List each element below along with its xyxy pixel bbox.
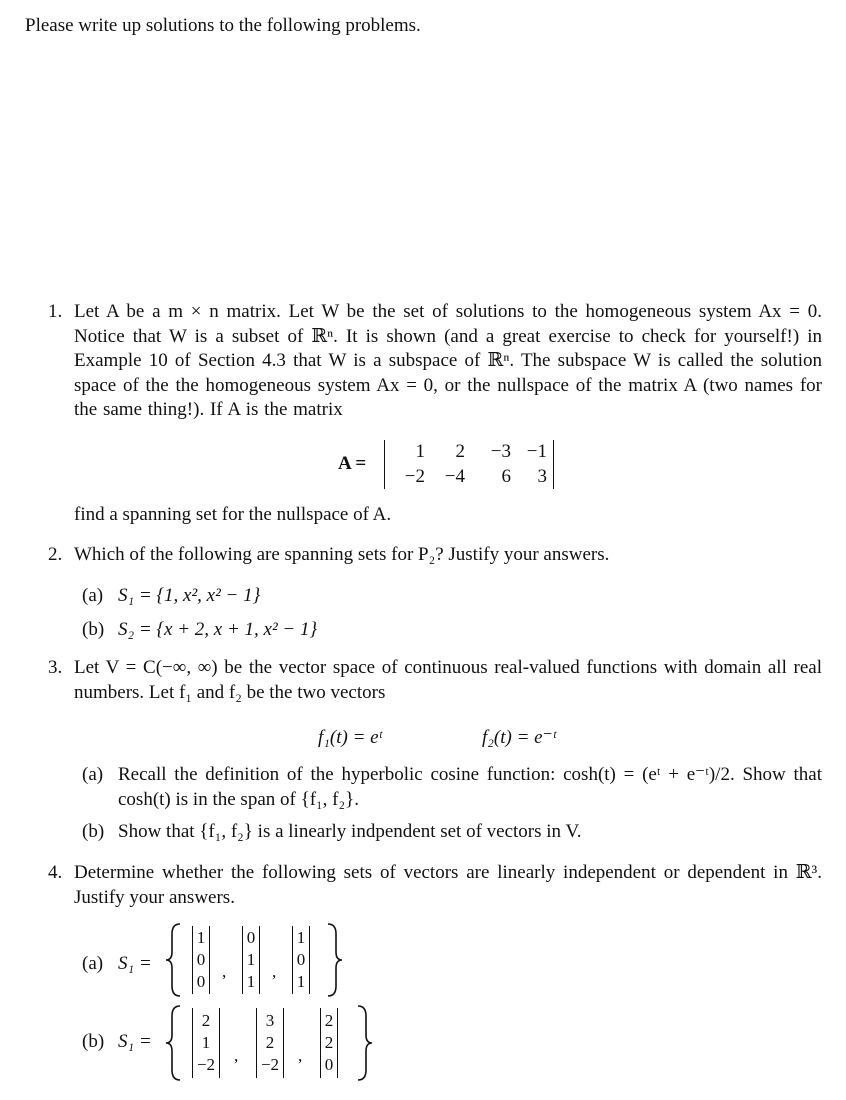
comma: , <box>222 962 227 981</box>
vector-a1 <box>192 926 210 994</box>
problem-1-number: 1. <box>48 301 63 322</box>
vector-entry: 0 <box>196 971 206 991</box>
vector-entry: 3 <box>265 1011 275 1030</box>
problem-2b-label: (b) <box>82 619 105 640</box>
vector-entry: −2 <box>260 1055 280 1074</box>
matrix-cell: 2 <box>455 441 465 462</box>
problem-2b: S₂ = {x + 2, x + 1, x² − 1} <box>118 619 318 640</box>
matrix-cell: −1 <box>526 441 547 462</box>
problem-3a-label: (a) <box>82 764 104 785</box>
comma: , <box>272 962 277 981</box>
vector-entry: −2 <box>196 1055 216 1074</box>
matrix-cell: −4 <box>444 465 465 487</box>
vector-entry: 1 <box>201 1033 211 1052</box>
vector-b1 <box>192 1008 220 1078</box>
problem-2a-label: (a) <box>82 585 104 606</box>
problem-4-number: 4. <box>48 862 63 883</box>
matrix-cell: −2 <box>404 465 425 487</box>
vector-entry: 2 <box>324 1011 334 1030</box>
problem-2-text: Which of the following are spanning sets for P₂? Justify your answers. <box>74 544 610 565</box>
problem-1-after: find a spanning set for the nullspace of A. <box>74 504 392 525</box>
f2-def: f₂(t) = e⁻ᵗ <box>482 727 556 748</box>
vector-entry: 1 <box>246 971 256 991</box>
problem-1-text: Let A be a m × n matrix. Let W be the set of solutions to the homogeneous system Ax = 0. Notice that W is a subset of ℝⁿ. It is shown (and a great exercise to check for yourself!) in Example 10 of Section 4.3 that W is a subspace of ℝⁿ. The subspace W is called the solution space of the the homogeneous system Ax = 0, or the nullspace of the matrix A (two names for the same thing!). If A is the matrix <box>74 301 822 420</box>
matrix-a <box>384 440 554 489</box>
problem-4b-set: S₁ = <box>118 1031 152 1052</box>
comma: , <box>298 1046 303 1065</box>
comma: , <box>234 1046 239 1065</box>
matrix-cell: 3 <box>537 465 547 487</box>
vector-entry: 1 <box>296 928 306 948</box>
matrix-label: A = <box>338 453 367 474</box>
vector-entry: 2 <box>201 1011 211 1030</box>
vector-b2 <box>256 1008 284 1078</box>
vector-entry: 0 <box>196 949 206 969</box>
problem-2-number: 2. <box>48 544 63 565</box>
problem-4a-set: S₁ = <box>118 953 152 974</box>
problem-3-number: 3. <box>48 657 63 678</box>
problem-3b-label: (b) <box>82 821 105 842</box>
vector-b3 <box>320 1008 338 1078</box>
vector-entry: 2 <box>324 1033 334 1052</box>
vector-entry: 1 <box>196 928 206 948</box>
vector-a2 <box>242 926 260 994</box>
problem-2a: S₁ = {1, x², x² − 1} <box>118 585 261 606</box>
matrix-cell: −3 <box>490 441 511 462</box>
problem-4a-label: (a) <box>82 953 104 974</box>
problem-3b: Show that {f₁, f₂} is a linearly indpendent set of vectors in V. <box>118 821 582 842</box>
vector-entry: 1 <box>246 949 256 969</box>
vector-a3 <box>292 926 310 994</box>
matrix-cell: 6 <box>501 465 511 487</box>
vector-entry: 2 <box>265 1033 275 1052</box>
f1-def: f₁(t) = eᵗ <box>318 727 382 748</box>
problem-4-text: Determine whether the following sets of vectors are linearly independent or dependent in ℝ³. Justify your answers. <box>74 862 822 908</box>
problem-4b-label: (b) <box>82 1031 105 1052</box>
problem-3a: Recall the definition of the hyperbolic cosine function: cosh(t) = (eᵗ + e⁻ᵗ)/2. Show that cosh(t) is in the span of {f₁, f₂}. <box>118 764 822 810</box>
vector-entry: 0 <box>246 928 256 948</box>
matrix-cell: 1 <box>415 441 425 462</box>
header-line: Please write up solutions to the following problems. <box>25 15 421 36</box>
vector-entry: 0 <box>324 1055 334 1074</box>
vector-entry: 0 <box>296 949 306 969</box>
vector-entry: 1 <box>296 971 306 991</box>
problem-3-text: Let V = C(−∞, ∞) be the vector space of continuous real-valued functions with domain all real numbers. Let f₁ and f₂ be the two vectors <box>74 657 822 703</box>
